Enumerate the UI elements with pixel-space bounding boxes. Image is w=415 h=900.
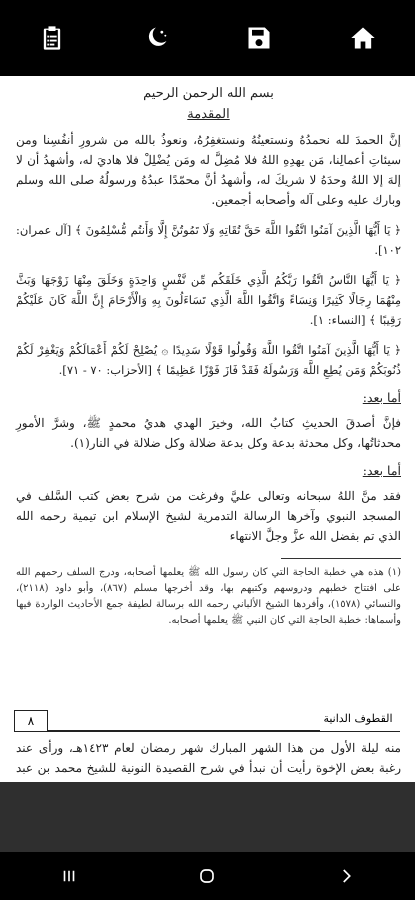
save-icon <box>245 24 273 52</box>
moon-icon <box>142 24 170 52</box>
footnote-divider <box>281 558 401 559</box>
clipboard-icon <box>38 24 66 52</box>
footnote: (١) هذه هي خطبة الحاجة التي كان رسول الله ﷺ يعلمها أصحابه، ودرج السلف رحمهم الله على افتتاح خطبهم ودروسهم وكتبهم بها، وقد أخرجها مسلم (٨٦٧)، وأبو داود (٢١١٨)، والنسائي (١٥٧٨)، وأفردها الشيخ الألباني رحمه الله برسالة لطيفة جمع الأحاديث الواردة فيها وأسماها: خطبة الحاجة التي كان النبي ﷺ يعلمها أصحابه. <box>16 567 401 626</box>
amma-bad-heading-2: أما بعد: <box>362 463 401 478</box>
verse-2: ﴿ يَا أَيُّهَا النَّاسُ اتَّقُوا رَبَّكُمُ الَّذِي خَلَقَكُم مِّن نَّفْسٍ وَاحِدَةٍ وَخَلَقَ مِنْهَا زَوْجَهَا وَبَثَّ مِنْهُمَا رِجَالًا كَثِيرًا وَنِسَاءً وَاتَّقُوا اللَّهَ الَّذِي تَسَاءَلُونَ بِهِ وَالْأَرْحَامَ إِنَّ اللَّهَ كَانَ عَلَيْكُمْ رَقِيبًا ﴾ [النساء: ١]. <box>16 273 401 327</box>
intro-paragraph: إنَّ الحمدَ لله نحمدُهُ ونستعينُهُ ونستغفِرُهُ، ونعوذُ بالله من شرورِ أنفُسِنا ومن سيئاتِ أعمالِنا، مَن يهدِهِ اللهُ فلا مُضِلَّ له ومَن يُضْلِلْ فلا هاديَ له، وأشهدُ أن لا إلهَ إلا اللهُ وحدَهُ لا شريكَ له، وأشهدُ أنَّ محمّدًا عبدُهُ ورسولُهُ صلى الله وسلم وبارك عليه وعلى آله وأصحابه أجمعين. <box>16 133 401 207</box>
page-heading: المقدمة <box>187 107 230 122</box>
home-circle-icon <box>198 867 216 885</box>
paragraph-3: فقد منَّ اللهُ سبحانه وتعالى عليَّ وفرغت من شرح بعض كتب السَّلف في المسجد النبوي وآخرها الرسالة التدمرية لشيخ الإسلام ابن تيمية رحمه الله الذي تم بفضل الله عزَّ وجلَّ الانتهاء <box>16 489 401 543</box>
recent-apps-button[interactable] <box>49 856 89 896</box>
save-button[interactable] <box>235 14 283 62</box>
clipboard-button[interactable] <box>28 14 76 62</box>
page-number: ٨ <box>14 710 48 732</box>
home-icon <box>349 24 377 52</box>
paragraph-2: فإنَّ أصدقَ الحديثِ كتابُ الله، وخيرَ الهدي هديُ محمدٍ ﷺ، وشرَّ الأمورِ محدثاتُها، وكل محدثة بدعة وكل بدعة ضلالة وكل ضلالة في النار(١). <box>16 416 401 450</box>
basmala: بسم الله الرحمن الرحيم <box>143 86 274 101</box>
banner-line <box>48 730 320 732</box>
book-page[interactable] <box>0 76 415 782</box>
home-button[interactable] <box>339 14 387 62</box>
back-icon <box>337 867 355 885</box>
page-content <box>16 82 401 629</box>
dark-footer-area <box>0 782 415 852</box>
night-mode-button[interactable] <box>132 14 180 62</box>
nav-home-button[interactable] <box>187 856 227 896</box>
verse-1: ﴿ يَا أَيُّهَا الَّذِينَ آمَنُوا اتَّقُوا اللَّهَ حَقَّ تُقَاتِهِ وَلَا تَمُوتُنَّ إِلَّا وَأَنتُم مُّسْلِمُونَ ﴾ [آل عمران: ١٠٢]. <box>16 223 401 257</box>
verse-3: ﴿ يَا أَيُّهَا الَّذِينَ آمَنُوا اتَّقُوا اللَّهَ وَقُولُوا قَوْلًا سَدِيدًا ۞ يُصْلِحْ لَكُمْ أَعْمَالَكُمْ وَيَغْفِرْ لَكُمْ ذُنُوبَكُمْ وَمَن يُطِعِ اللَّهَ وَرَسُولَهُ فَقَدْ فَازَ فَوْزًا عَظِيمًا ﴾ [الأحزاب: ٧٠ - ٧١]. <box>16 343 401 377</box>
system-nav-bar <box>0 852 415 900</box>
recent-apps-icon <box>60 867 78 885</box>
banner-title: القطوف الدانية <box>316 706 400 732</box>
page-banner <box>14 706 400 734</box>
top-toolbar <box>0 0 415 76</box>
amma-bad-heading-1: أما بعد: <box>362 390 401 405</box>
next-page-text: منه ليلة الأول من هذا الشهر المبارك شهر رمضان لعام ١٤٢٣هـ، ورأى عند رغبة بعض الإخوة رأيت أن نبدأ في شرح القصيدة النونية للشيخ محمد بن عبد <box>16 741 401 775</box>
back-button[interactable] <box>326 856 366 896</box>
